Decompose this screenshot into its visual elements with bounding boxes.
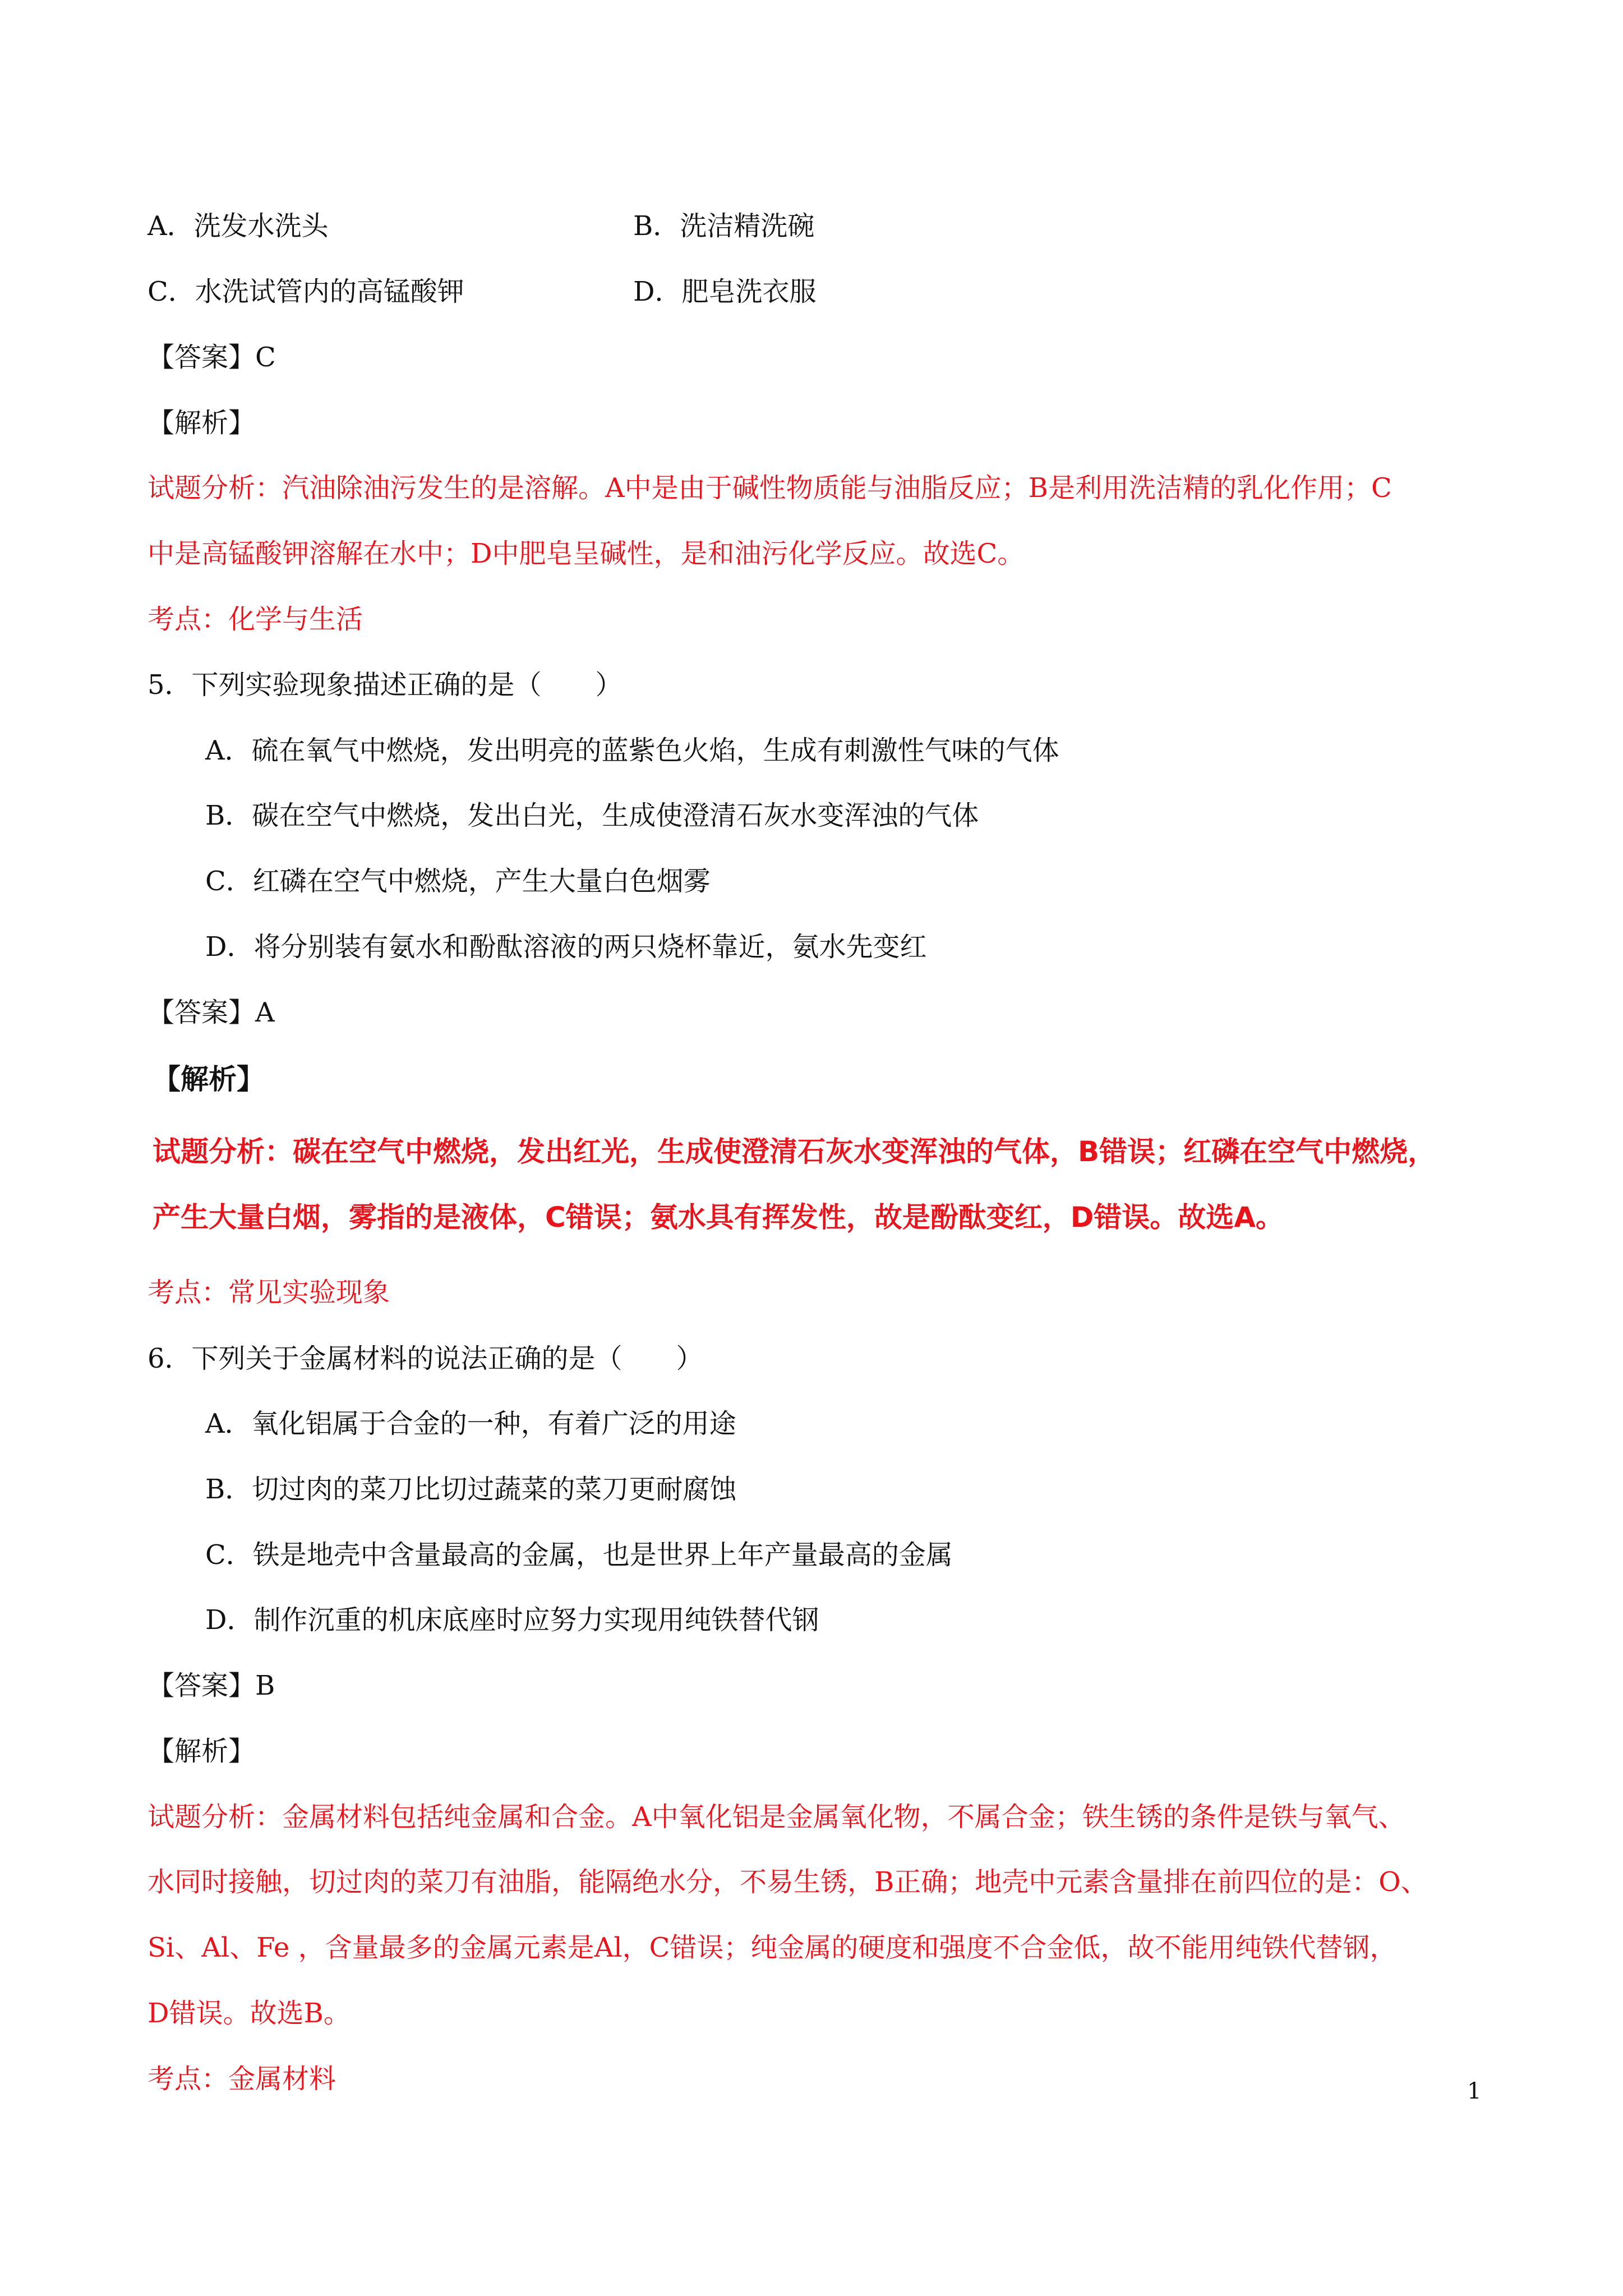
q5-option-a: A．硫在氧气中燃烧，发出明亮的蓝紫色火焰，生成有刺激性气味的气体 <box>205 735 1059 766</box>
q5-option-b: B．碳在空气中燃烧，发出白光，生成使澄清石灰水变浑浊的气体 <box>205 800 979 831</box>
q5-analysis-line-1: 试题分析：碳在空气中燃烧，发出红光，生成使澄清石灰水变浑浊的气体，B错误；红磷在空气中燃烧， <box>153 1135 1436 1168</box>
q5-option-c: C．红磷在空气中燃烧，产生大量白色烟雾 <box>205 866 711 897</box>
q5-option-d: D．将分别装有氨水和酚酞溶液的两只烧杯靠近，氨水先变红 <box>205 931 927 963</box>
q6-analysis-line-3: Si、Al、Fe ，含量最多的金属元素是Al，C错误；纯金属的硬度和强度不合金低，故不能用纯铁代替钢， <box>147 1932 1397 1963</box>
q6-option-b: B．切过肉的菜刀比切过蔬菜的菜刀更耐腐蚀 <box>205 1474 737 1505</box>
q6-question: 6．下列关于金属材料的说法正确的是（ ） <box>147 1343 703 1374</box>
q4-option-d: D．肥皂洗衣服 <box>633 276 817 307</box>
q6-option-c: C．铁是地壳中含量最高的金属，也是世界上年产量最高的金属 <box>205 1539 953 1571</box>
q4-analysis-line-1: 试题分析：汽油除油污发生的是溶解。A中是由于碱性物质能与油脂反应；B是利用洗洁精的乳化作用；C <box>147 472 1392 504</box>
page-number: 1 <box>1467 2078 1482 2104</box>
q4-kaodian: 考点：化学与生活 <box>147 604 363 635</box>
q6-analysis-line-4: D错误。故选B。 <box>147 1998 351 2029</box>
q5-analysis-label: 【解析】 <box>153 1063 265 1096</box>
q6-analysis-line-1: 试题分析：金属材料包括纯金属和合金。A中氧化铝是金属氧化物，不属合金；铁生锈的条件是铁与氧气、 <box>147 1801 1405 1833</box>
q5-kaodian: 考点：常见实验现象 <box>147 1277 390 1308</box>
q4-analysis-label: 【解析】 <box>147 407 256 439</box>
q6-option-d: D．制作沉重的机床底座时应努力实现用纯铁替代钢 <box>205 1604 819 1636</box>
q6-answer: 【答案】B <box>147 1670 275 1701</box>
q5-analysis-line-2: 产生大量白烟，雾指的是液体，C错误；氨水具有挥发性，故是酚酞变红，D错误。故选A。 <box>153 1201 1284 1234</box>
q4-analysis-line-2: 中是高锰酸钾溶解在水中；D中肥皂呈碱性，是和油污化学反应。故选C。 <box>147 538 1025 569</box>
q6-analysis-label: 【解析】 <box>147 1736 256 1767</box>
q5-question: 5．下列实验现象描述正确的是（ ） <box>147 669 623 701</box>
q6-kaodian: 考点：金属材料 <box>147 2063 336 2095</box>
q4-option-a: A．洗发水洗头 <box>147 210 329 242</box>
q4-option-b: B．洗洁精洗碗 <box>633 210 815 242</box>
q4-option-c: C．水洗试管内的高锰酸钾 <box>147 276 464 307</box>
q6-option-a: A．氧化铝属于合金的一种，有着广泛的用途 <box>205 1408 736 1439</box>
q5-answer: 【答案】A <box>147 997 275 1028</box>
q6-analysis-line-2: 水同时接触，切过肉的菜刀有油脂，能隔绝水分，不易生锈，B正确；地壳中元素含量排在前四位的是：O、 <box>147 1866 1428 1898</box>
q4-answer: 【答案】C <box>147 342 276 373</box>
